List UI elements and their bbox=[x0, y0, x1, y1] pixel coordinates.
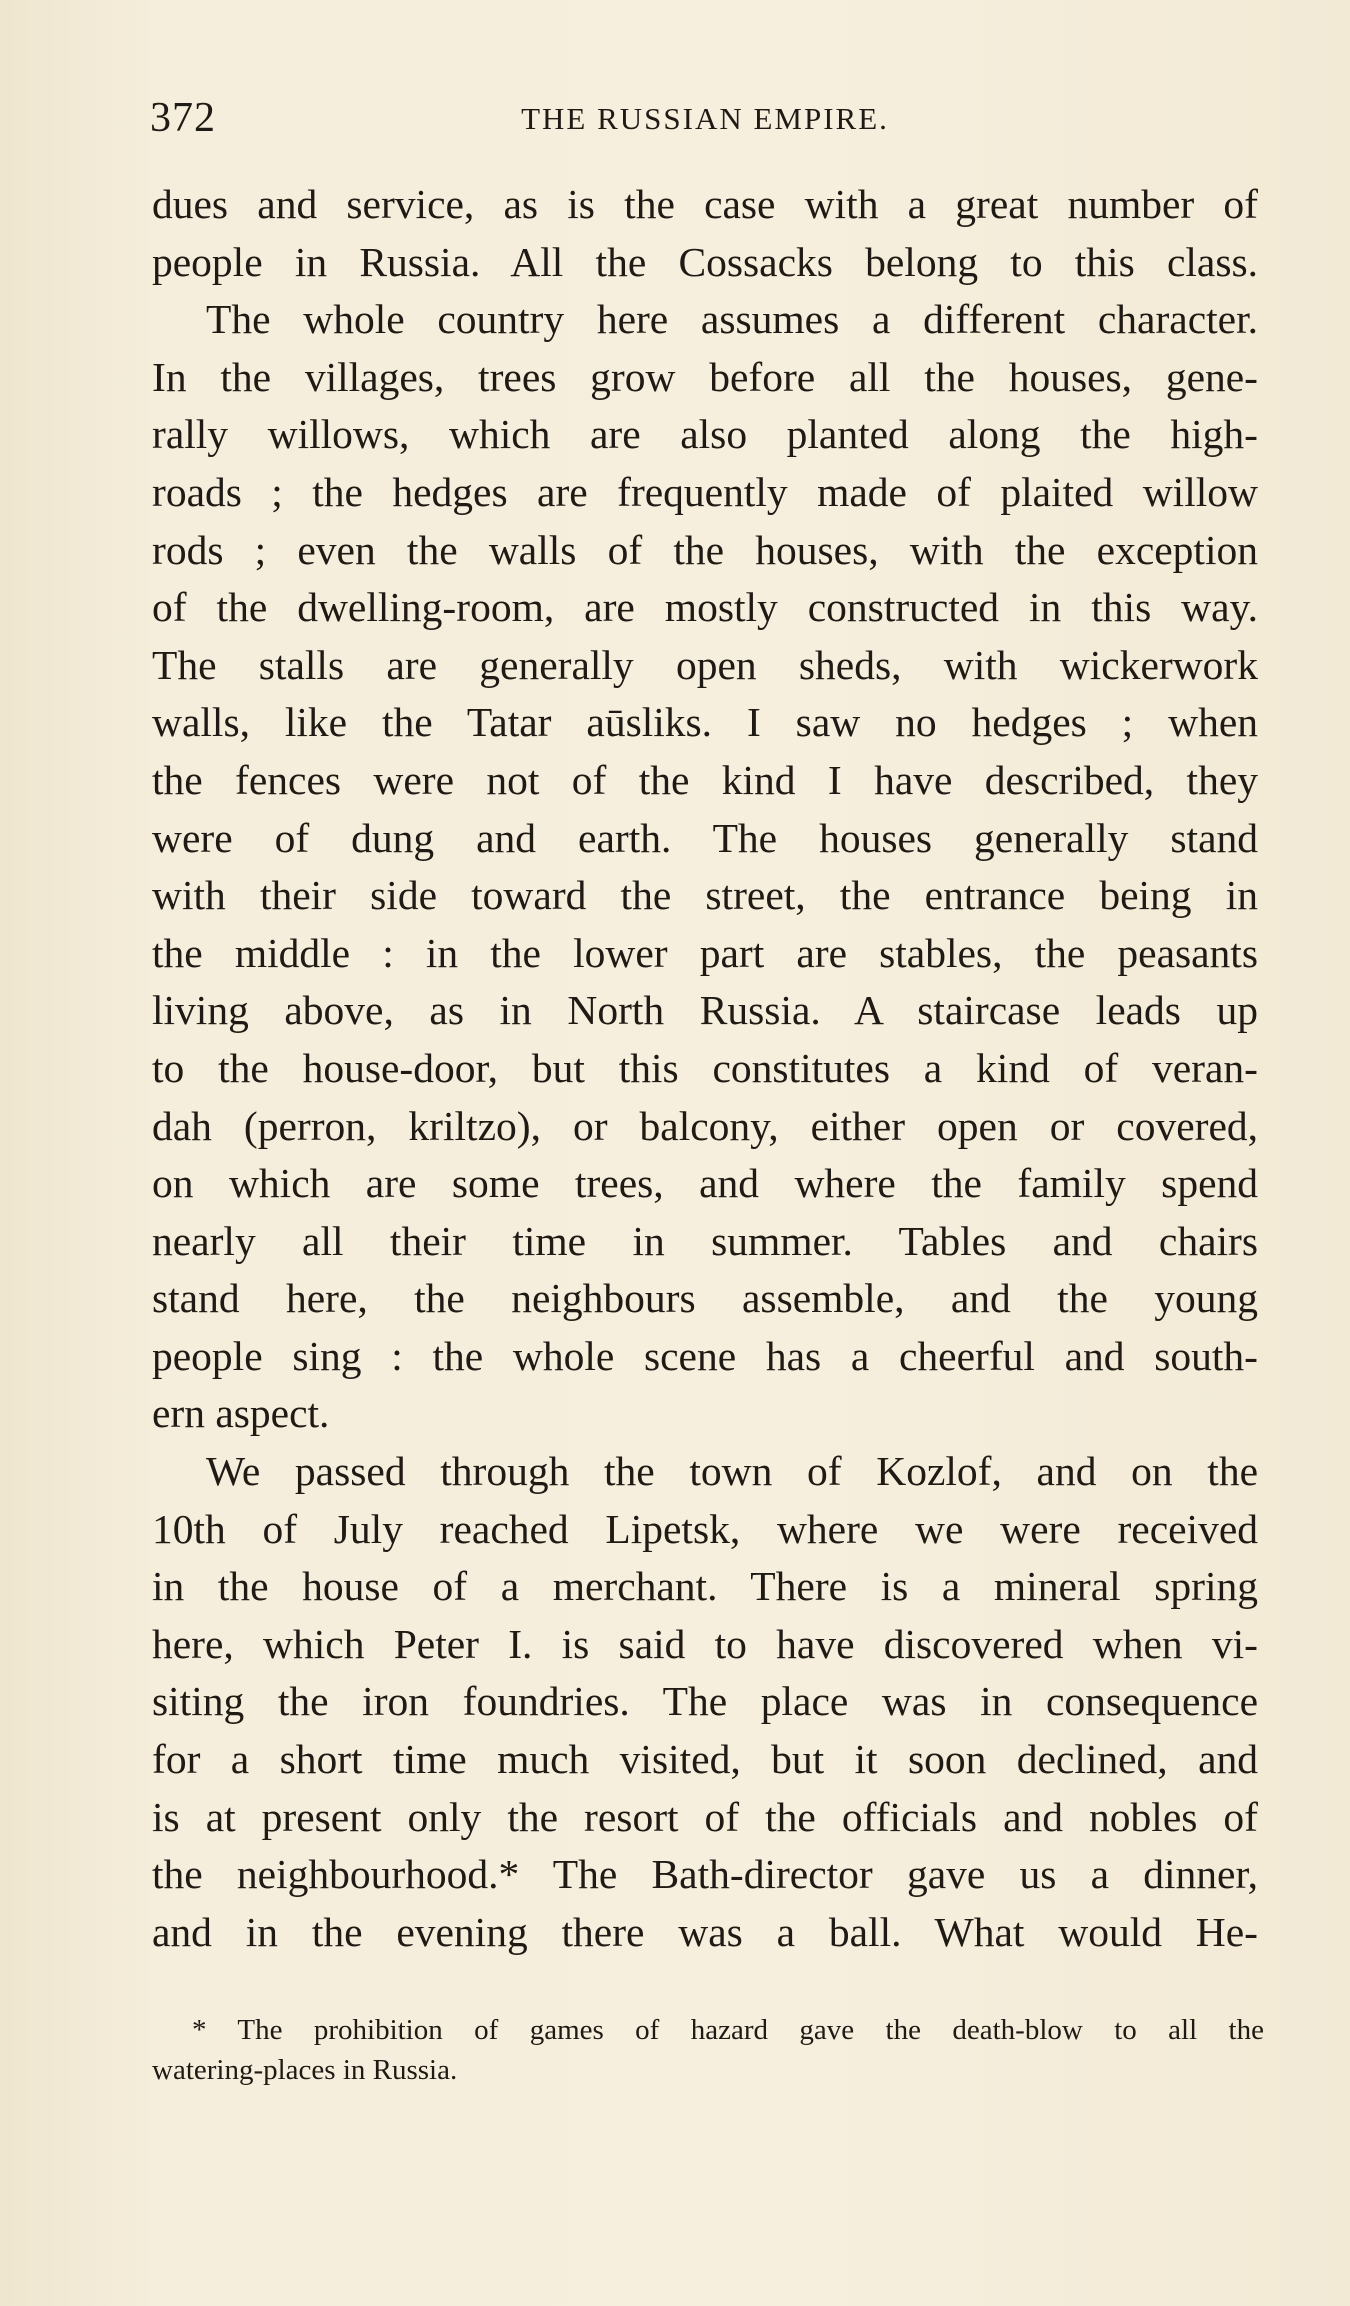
body-text bbox=[152, 176, 1258, 1961]
footnote-line: * The prohibition of games of hazard gave the death-blow to all the bbox=[192, 2014, 1264, 2046]
text-line: dues and service, as is the case with a great number of bbox=[152, 181, 1258, 227]
paragraph-end-line: ern aspect. bbox=[152, 1390, 330, 1437]
text-line: walls, like the Tatar aūsliks. I saw no hedges ; when bbox=[152, 699, 1258, 746]
text-line: to the house-door, but this constitutes a kind of veran- bbox=[152, 1044, 1258, 1091]
text-line: living above, as in North Russia. A staircase leads up bbox=[152, 987, 1258, 1034]
text-line: In the villages, trees grow before all the houses, gene- bbox=[152, 353, 1258, 400]
text-line: the middle : in the lower part are stables, the peasants bbox=[152, 929, 1258, 976]
text-line: people sing : the whole scene has a cheerful and south- bbox=[152, 1332, 1258, 1379]
text-line: here, which Peter I. is said to have discovered when vi- bbox=[152, 1620, 1258, 1667]
paragraph-start-line: The whole country here assumes a different character. bbox=[206, 296, 1258, 343]
text-line: and in the evening there was a ball. What would He- bbox=[152, 1908, 1258, 1955]
text-line: dah (perron, kriltzo), or balcony, either open or covered, bbox=[152, 1102, 1258, 1149]
text-line: the neighbourhood.* The Bath-director gave us a dinner, bbox=[152, 1851, 1258, 1898]
paragraph-start-line: We passed through the town of Kozlof, and on the bbox=[206, 1448, 1258, 1495]
text-line: roads ; the hedges are frequently made of plaited willow bbox=[152, 468, 1258, 515]
text-line: stand here, the neighbours assemble, and the young bbox=[152, 1275, 1258, 1322]
text-line: the fences were not of the kind I have described, they bbox=[152, 756, 1258, 803]
text-line: for a short time much visited, but it soon declined, and bbox=[152, 1736, 1258, 1783]
footnote-line: watering-places in Russia. bbox=[152, 2054, 458, 2086]
text-line: rods ; even the walls of the houses, with the exception bbox=[152, 526, 1258, 573]
text-line: people in Russia. All the Cossacks belong to this class. bbox=[152, 238, 1258, 285]
running-title: THE RUSSIAN EMPIRE. bbox=[521, 101, 889, 136]
text-line: siting the iron foundries. The place was in consequence bbox=[152, 1678, 1258, 1725]
text-line: nearly all their time in summer. Tables and chairs bbox=[152, 1217, 1258, 1264]
text-line: 10th of July reached Lipetsk, where we were received bbox=[152, 1505, 1258, 1552]
text-line: of the dwelling-room, are mostly constructed in this way. bbox=[152, 584, 1258, 631]
text-line: rally willows, which are also planted along the high- bbox=[152, 411, 1258, 458]
page-number: 372 bbox=[150, 95, 216, 141]
footnote bbox=[152, 2010, 1264, 2090]
text-line: with their side toward the street, the entrance being in bbox=[152, 872, 1258, 919]
text-line: is at present only the resort of the officials and nobles of bbox=[152, 1793, 1258, 1840]
text-line: The stalls are generally open sheds, with wickerwork bbox=[152, 641, 1258, 688]
text-line: in the house of a merchant. There is a mineral spring bbox=[152, 1563, 1258, 1610]
text-line: were of dung and earth. The houses generally stand bbox=[152, 814, 1258, 861]
text-line: on which are some trees, and where the family spend bbox=[152, 1160, 1258, 1207]
page-header bbox=[150, 88, 1260, 148]
